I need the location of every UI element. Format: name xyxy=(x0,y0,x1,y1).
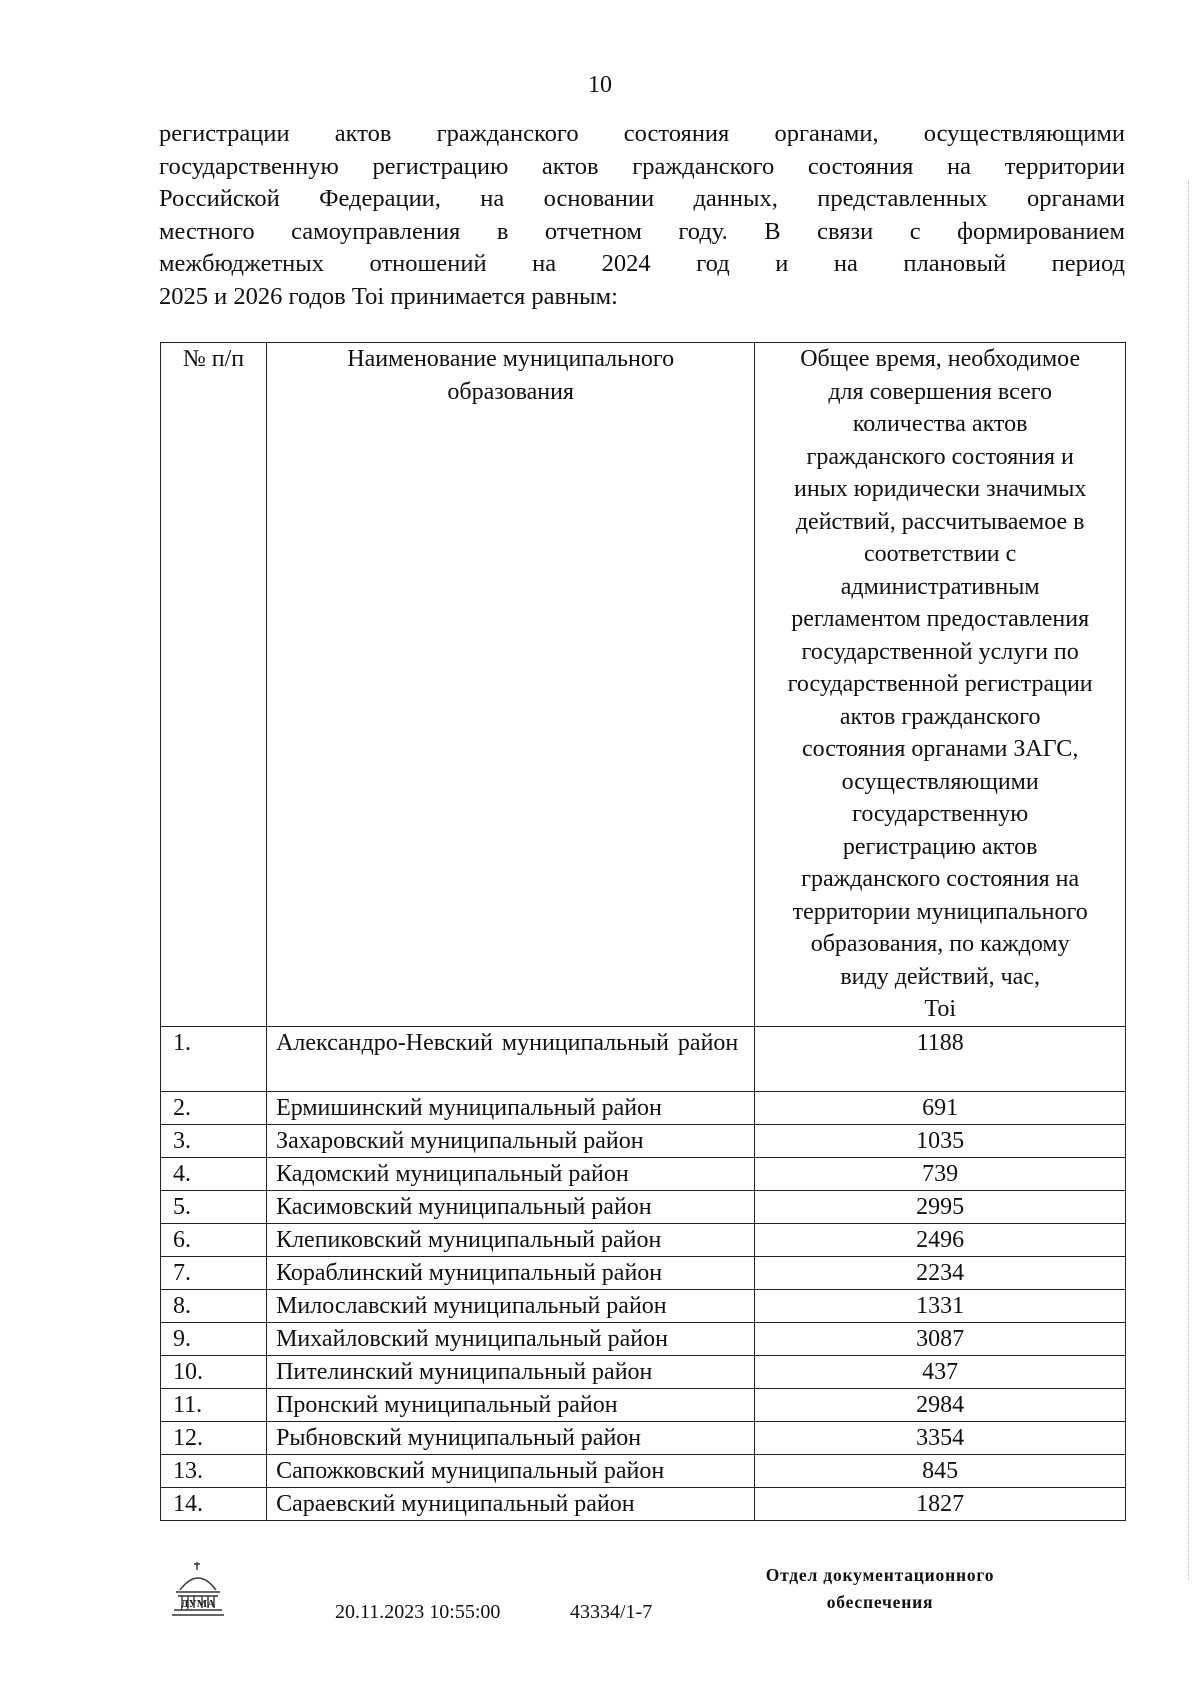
table-row xyxy=(161,1355,1126,1388)
department-line: обеспечения xyxy=(826,1592,934,1612)
row-value: 1035 xyxy=(755,1124,1126,1157)
header-name-line: Наименование муниципального xyxy=(347,346,675,372)
row-name: Пронский муниципальный район xyxy=(267,1388,755,1421)
row-num: 5. xyxy=(161,1190,267,1223)
table-row xyxy=(161,1487,1126,1520)
row-name: Александро-Невский муниципальный район xyxy=(267,1026,755,1091)
row-value: 845 xyxy=(755,1454,1126,1487)
header-time-line: образования, по каждому xyxy=(810,931,1070,957)
row-value: 1188 xyxy=(755,1026,1126,1091)
intro-line: регистрации актов гражданского состояния органами, осуществляющими xyxy=(159,120,1125,147)
header-time-line: осуществляющими xyxy=(841,768,1039,795)
table-row xyxy=(161,1026,1126,1091)
table-row xyxy=(161,1421,1126,1454)
row-name: Милославский муниципальный район xyxy=(267,1289,755,1322)
row-value: 3354 xyxy=(755,1421,1126,1454)
row-num: 2. xyxy=(161,1091,267,1124)
header-num: № п/п xyxy=(161,343,267,1027)
row-num: 9. xyxy=(161,1322,267,1355)
table-row xyxy=(161,1256,1126,1289)
row-num: 1. xyxy=(161,1026,267,1091)
row-name: Кадомский муниципальный район xyxy=(267,1157,755,1190)
row-name: Захаровский муниципальный район xyxy=(267,1124,755,1157)
intro-line: 2025 и 2026 годов Toi принимается равным: xyxy=(159,282,618,310)
header-time-line: государственной регистрации xyxy=(787,671,1093,697)
row-name: Сапожковский муниципальный район xyxy=(267,1454,755,1487)
header-time-line: административным xyxy=(840,573,1040,600)
row-num: 12. xyxy=(161,1421,267,1454)
table-row xyxy=(161,1454,1126,1487)
table-row xyxy=(161,1322,1126,1355)
row-name: Клепиковский муниципальный район xyxy=(267,1223,755,1256)
districts-table xyxy=(160,342,1126,1521)
row-value: 437 xyxy=(755,1355,1126,1388)
intro-line: местного самоуправления в отчетном году. В связи с формированием xyxy=(159,217,1125,245)
table-row xyxy=(161,1223,1126,1256)
header-time-line: для совершения всего xyxy=(828,378,1052,405)
intro-line: Российской Федерации, на основании данных, представленных органами xyxy=(159,185,1125,212)
header-time-line: гражданского состояния и xyxy=(806,443,1074,470)
table-header-row xyxy=(161,343,1126,1027)
header-time xyxy=(755,343,1126,1027)
department-line: Отдел документационного xyxy=(765,1565,995,1585)
row-num: 11. xyxy=(161,1388,267,1421)
header-time-line: количества актов xyxy=(852,411,1028,437)
table-row xyxy=(161,1157,1126,1190)
header-name-line: образования xyxy=(447,378,574,405)
row-num: 3. xyxy=(161,1124,267,1157)
intro-paragraph xyxy=(159,118,1125,313)
stamp-datetime: 20.11.2023 10:55:00 xyxy=(335,1601,501,1623)
header-time-line: государственной услуги по xyxy=(801,638,1079,665)
department-stamp xyxy=(735,1562,1025,1616)
row-num: 6. xyxy=(161,1223,267,1256)
header-time-line: соответствии с xyxy=(864,541,1017,567)
duma-seal-icon xyxy=(168,1558,228,1620)
row-value: 1827 xyxy=(755,1487,1126,1520)
intro-line: государственную регистрацию актов гражданского состояния на территории xyxy=(159,152,1125,180)
header-name xyxy=(267,343,755,1027)
row-num: 8. xyxy=(161,1289,267,1322)
table-row xyxy=(161,1289,1126,1322)
header-time-line: территории муниципального xyxy=(792,898,1088,925)
header-time-line: Toi xyxy=(924,996,956,1022)
header-time-line: виду действий, час, xyxy=(840,963,1040,990)
header-time-line: регистрацию актов xyxy=(842,833,1038,860)
page-number: 10 xyxy=(588,72,612,98)
table-row xyxy=(161,1124,1126,1157)
table-row xyxy=(161,1091,1126,1124)
header-time-line: гражданского состояния на xyxy=(801,866,1080,892)
row-num: 4. xyxy=(161,1157,267,1190)
header-time-line: государственную xyxy=(852,801,1029,827)
row-name: Рыбновский муниципальный район xyxy=(267,1421,755,1454)
intro-line: межбюджетных отношений на 2024 год и на плановый период xyxy=(159,250,1125,277)
row-name: Сараевский муниципальный район xyxy=(267,1487,755,1520)
row-num: 14. xyxy=(161,1487,267,1520)
row-value: 2995 xyxy=(755,1190,1126,1223)
row-num: 7. xyxy=(161,1256,267,1289)
row-value: 2234 xyxy=(755,1256,1126,1289)
row-name: Михайловский муниципальный район xyxy=(267,1322,755,1355)
row-num: 13. xyxy=(161,1454,267,1487)
scan-margin-artifact xyxy=(1188,180,1192,1580)
row-value: 1331 xyxy=(755,1289,1126,1322)
header-time-line: действий, рассчитываемое в xyxy=(795,508,1085,535)
row-num: 10. xyxy=(161,1355,267,1388)
header-time-line: иных юридически значимых xyxy=(793,476,1087,502)
row-value: 691 xyxy=(755,1091,1126,1124)
row-name: Кораблинский муниципальный район xyxy=(267,1256,755,1289)
header-time-line: состояния органами ЗАГС, xyxy=(801,736,1079,762)
header-time-line: Общее время, необходимое xyxy=(800,346,1081,372)
svg-text:ДУМА: ДУМА xyxy=(180,1598,216,1610)
row-value: 2984 xyxy=(755,1388,1126,1421)
row-name: Касимовский муниципальный район xyxy=(267,1190,755,1223)
header-time-line: регламентом предоставления xyxy=(791,606,1090,632)
row-value: 2496 xyxy=(755,1223,1126,1256)
table-row xyxy=(161,1190,1126,1223)
doc-number: 43334/1-7 xyxy=(570,1601,653,1623)
header-time-line: актов гражданского xyxy=(839,703,1041,730)
row-name: Пителинский муниципальный район xyxy=(267,1355,755,1388)
row-value: 3087 xyxy=(755,1322,1126,1355)
row-value: 739 xyxy=(755,1157,1126,1190)
table-row xyxy=(161,1388,1126,1421)
row-name: Ермишинский муниципальный район xyxy=(267,1091,755,1124)
